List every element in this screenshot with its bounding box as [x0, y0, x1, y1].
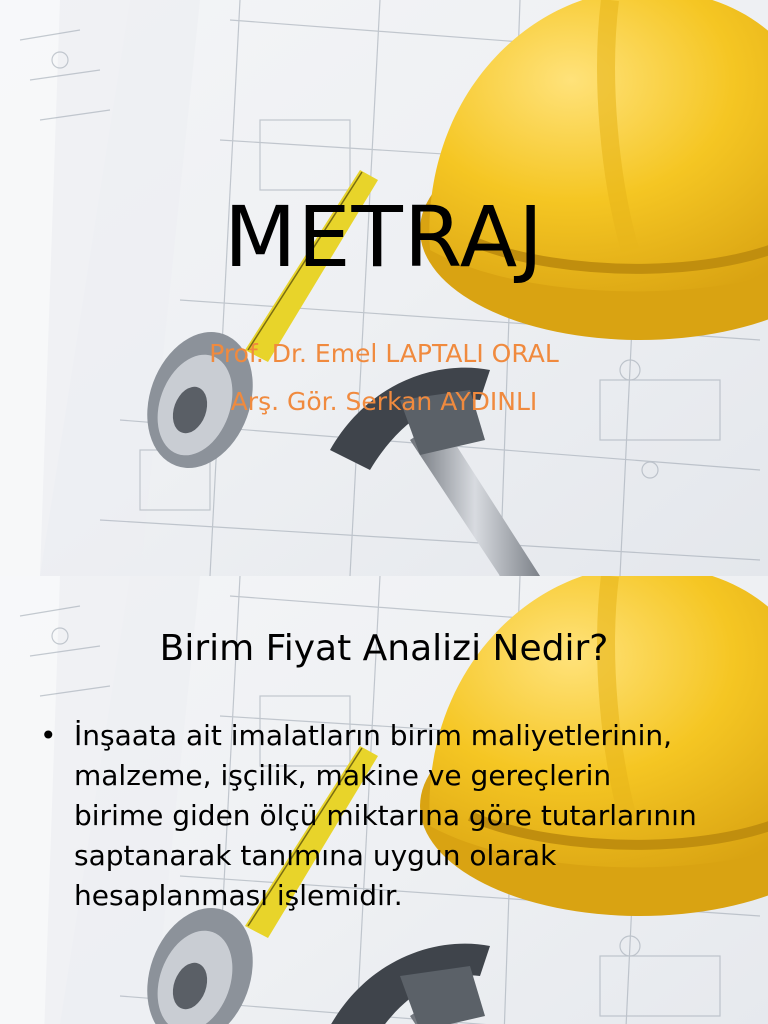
author-line-2: Arş. Gör. Serkan AYDINLI — [230, 387, 538, 416]
author-line-1: Prof. Dr. Emel LAPTALI ORAL — [209, 339, 559, 368]
bullet-icon: • — [40, 719, 57, 752]
slide-heading: Birim Fiyat Analizi Nedir? — [159, 628, 609, 669]
content-slide — [0, 576, 768, 1024]
bullet-list — [40, 716, 700, 916]
list-item — [40, 716, 700, 916]
slide-title: METRAJ — [223, 188, 545, 286]
bullet-text: İnşaata ait imalatların birim maliyetlerinin, malzeme, işçilik, makine ve gereçlerin birime giden ölçü miktarına göre tutarlarının saptanarak tanımına uygun olarak hesaplanması işlemidir. — [74, 719, 697, 912]
